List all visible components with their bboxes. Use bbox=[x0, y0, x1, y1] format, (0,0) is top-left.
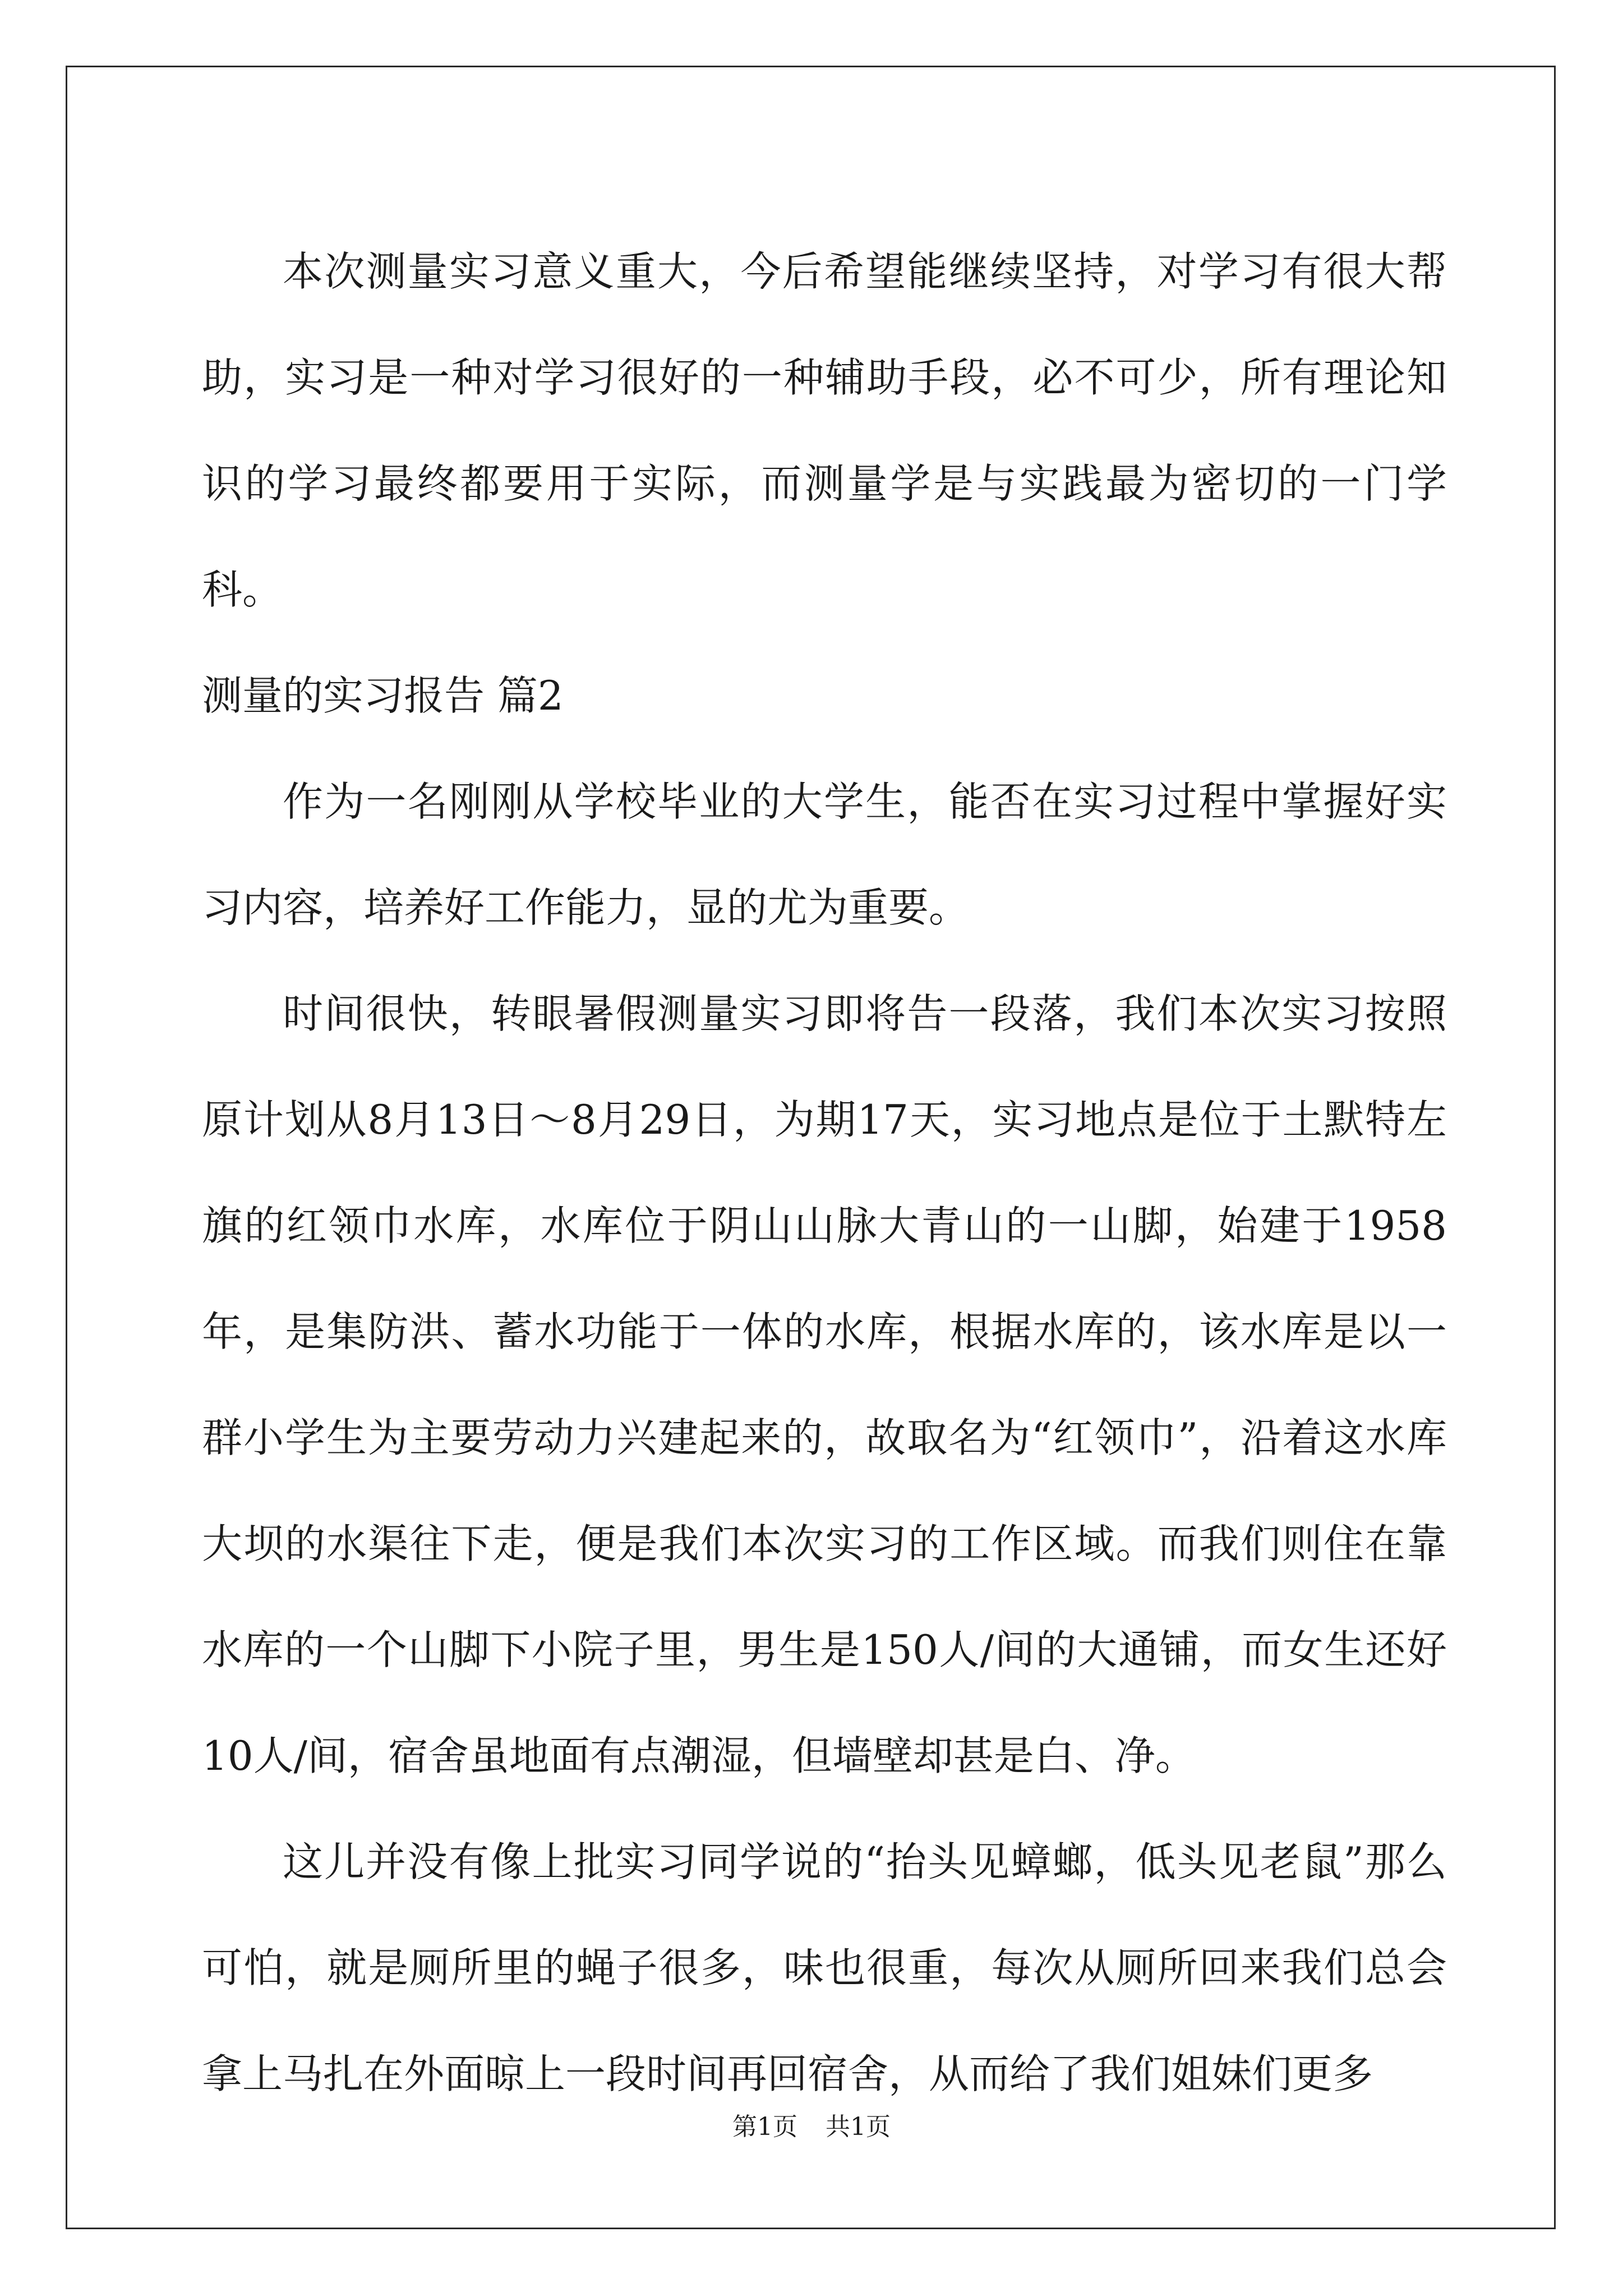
document-body bbox=[202, 219, 1447, 2127]
section-heading: 测量的实习报告 篇2 bbox=[202, 672, 564, 719]
paragraph: 时间很快，转眼暑假测量实习即将告一段落，我们本次实习按照原计划从8月13日～8月29日，为期17天，实习地点是位于土默特左旗的红领巾水库，水库位于阴山山脉大青山的一山脚，始建于1958年，是集防洪、蓄水功能于一体的水库，根据水库的，该水库是以一群小学生为主要劳动力兴建起来的，故取名为“红领巾”，沿着这水库大坝的水渠往下走，便是我们本次实习的工作区域。而我们则住在靠水库的一个山脚下小院子里，男生是150人/间的大通铺，而女生还好10人/间，宿舍虽地面有点潮湿，但墙壁却甚是白、净。 bbox=[202, 990, 1447, 1779]
paragraph: 作为一名刚刚从学校毕业的大学生，能否在实习过程中掌握好实习内容，培养好工作能力，显的尤为重要。 bbox=[202, 778, 1447, 931]
paragraph: 本次测量实习意义重大，今后希望能继续坚持，对学习有很大帮助，实习是一种对学习很好的一种辅助手段，必不可少，所有理论知识的学习最终都要用于实际，而测量学是与实践最为密切的一门学科。 bbox=[202, 248, 1447, 613]
page-total: 共1页 bbox=[826, 2113, 891, 2141]
page-footer bbox=[0, 2110, 1623, 2144]
paragraph: 这儿并没有像上批实习同学说的“抬头见蟑螂，低头见老鼠”那么可怕，就是厕所里的蝇子很多，味也很重，每次从厕所回来我们总会拿上马扎在外面晾上一段时间再回宿舍，从而给了我们姐妹们更多 bbox=[202, 1838, 1447, 2097]
page-number: 第1页 bbox=[732, 2113, 797, 2141]
